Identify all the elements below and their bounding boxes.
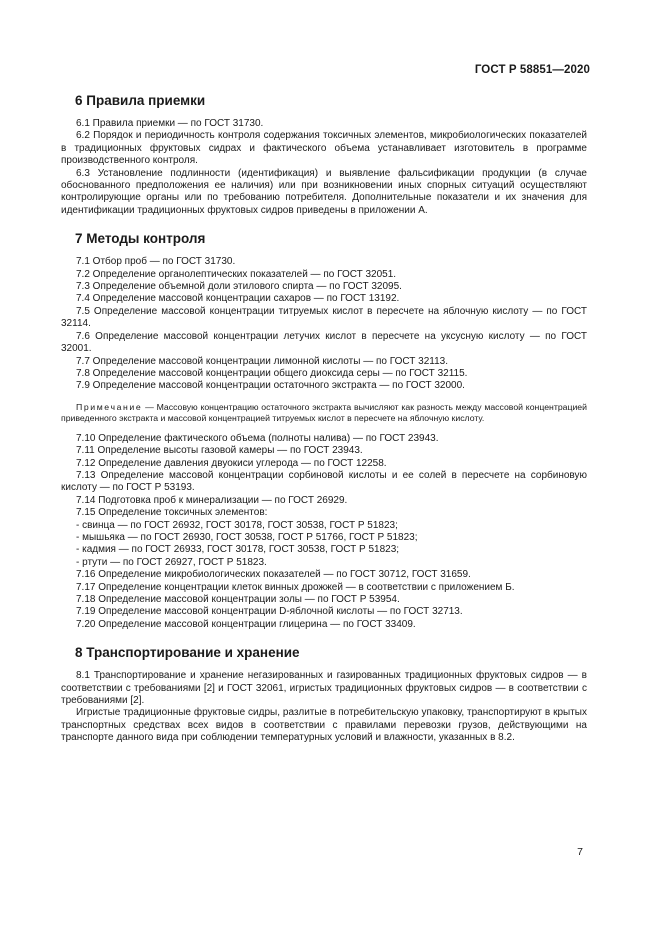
list-item: 7.12 Определение давления двуокиси углерода — по ГОСТ 12258. [76,457,387,469]
list-item: 7.1 Отбор проб — по ГОСТ 31730. [76,256,236,268]
section-transport-storage [61,645,587,744]
list-item: 7.3 Определение объемной доли этилового спирта — по ГОСТ 32095. [76,281,402,293]
list-item: 7.16 Определение микробиологических показателей — по ГОСТ 30712, ГОСТ 31659. [76,569,471,581]
list-item: 7.4 Определение массовой концентрации сахаров — по ГОСТ 13192. [76,293,400,305]
section-title: 7 Методы контроля [75,231,206,247]
list-item: 7.17 Определение концентрации клеток винных дрожжей — в соответствии с приложением Б. [76,581,515,593]
list-item: 7.8 Определение массовой концентрации общего диоксида серы — по ГОСТ 32115. [76,367,468,379]
note-text: — Массовую концентрацию остаточного экстракта вычисляют как разность между массовой концентрацией приведенного экстракта и массовой концентрацией титруемых кислот в пересчете на яблочную кислоту. [61,401,587,423]
list-item: - кадмия — по ГОСТ 26933, ГОСТ 30178, ГОСТ 30538, ГОСТ Р 51823; [76,544,400,556]
list-item: 7.5 Определение массовой концентрации титруемых кислот в пересчете на яблочную кислоту — по ГОСТ 32114. [61,305,587,330]
note-label: Примечание [76,401,143,412]
list-item: 7.20 Определение массовой концентрации глицерина — по ГОСТ 33409. [76,618,416,630]
paragraph: 6.3 Установление подлинности (идентификация) и выявление фальсификации продукции (в случае обоснованного предположения ее наличия) или при возникновении иных спорных ситуаций осуществляют контролирующие органы или по требованию потребителя. Дополнительные показатели и их значения для идентификации традиционных фруктовых сидров приведены в приложении А. [61,167,587,216]
list-item: - свинца — по ГОСТ 26932, ГОСТ 30178, ГОСТ 30538, ГОСТ Р 51823; [76,519,398,531]
document-code: ГОСТ Р 58851—2020 [474,64,590,76]
section-title: 8 Транспортирование и хранение [75,645,300,661]
list-item: 7.6 Определение массовой концентрации летучих кислот в пересчете на уксусную кислоту — по ГОСТ 32001. [61,330,587,355]
list-item: 7.13 Определение массовой концентрации сорбиновой кислоты и ее солей в пересчете на сорбиновую кислоту — по ГОСТ Р 53193. [61,469,587,494]
section-acceptance-rules [61,93,587,217]
section-title: 6 Правила приемки [75,93,206,108]
list-item: 7.15 Определение токсичных элементов: [76,507,268,519]
paragraph: 6.2 Порядок и периодичность контроля содержания токсичных элементов, микробиологических показателей в традиционных фруктовых сидрах и фактического объема устанавливает изготовитель в программе производственного контроля. [61,130,587,167]
page-number: 7 [577,846,583,858]
list-item: 7.10 Определение фактического объема (полноты налива) — по ГОСТ 23943. [76,432,439,444]
list-item: 7.19 Определение массовой концентрации D-яблочной кислоты — по ГОСТ 32713. [76,606,463,618]
list-item: 7.9 Определение массовой концентрации остаточного экстракта — по ГОСТ 32000. [76,380,465,392]
note [61,402,587,424]
paragraph: Игристые традиционные фруктовые сидры, разлитые в потребительскую упаковку, транспортируют в крытых транспортных средствах всех видов в соответствии с правилами перевозки грузов, действующими на транспорте данного вида при соблюдении температурных условий и влажности, указанных в 8.2. [61,707,587,744]
list-item: - мышьяка — по ГОСТ 26930, ГОСТ 30538, ГОСТ Р 51766, ГОСТ Р 51823; [76,531,418,543]
list-item: 7.14 Подготовка проб к минерализации — по ГОСТ 26929. [76,494,348,506]
section-control-methods [61,231,587,631]
list-item: - ртути — по ГОСТ 26927, ГОСТ Р 51823. [76,556,267,568]
page-content [61,93,587,759]
list-item: 7.7 Определение массовой концентрации лимонной кислоты — по ГОСТ 32113. [76,355,448,367]
list-item: 7.11 Определение высоты газовой камеры — по ГОСТ 23943. [76,445,363,457]
list-item: 7.18 Определение массовой концентрации золы — по ГОСТ Р 53954. [76,594,400,605]
paragraph: 8.1 Транспортирование и хранение негазированных и газированных традиционных фруктовых сидров — в соответствии с требованиями [2] и ГОСТ 32061, игристых традиционных фруктовых сидров — в соответствии с требованиями [2]. [61,670,587,707]
paragraph: 6.1 Правила приемки — по ГОСТ 31730. [76,118,264,129]
list-item: 7.2 Определение органолептических показателей — по ГОСТ 32051. [76,268,397,280]
